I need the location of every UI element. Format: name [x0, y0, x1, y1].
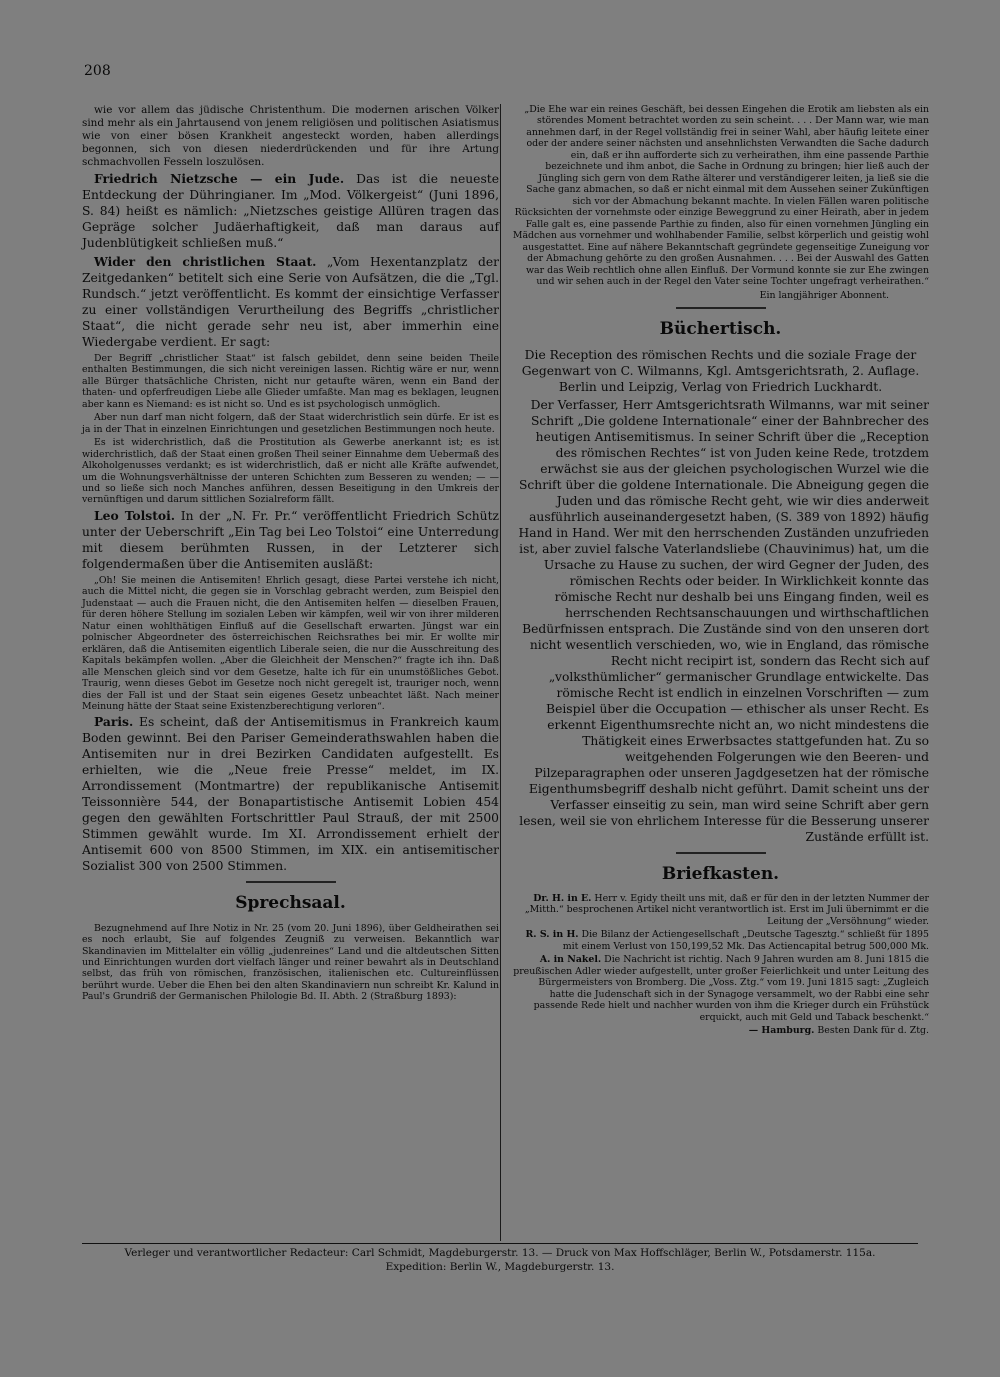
- book-review: Der Verfasser, Herr Amtsgerichtsrath Wilmanns, war mit seiner Schrift „Die goldene Internationale“ einer der Bahnbrecher des heutigen Antisemitismus. In seiner Schrift über die „Reception des römischen Rechtes“ ist von Juden keine Rede, trotzdem erwächst sie aus der gleichen psychologischen Wurzel wie die Schrift über die goldene Internationale. Die Abneigung gegen die Juden und das römische Recht geht, wie wir dies anderweit ausführlich auseinandergesetzt haben, (S. 389 von 1892) häufig Hand in Hand. Wer mit den herrschenden Zuständen unzufrieden ist, aber zuviel falsche Vaterlandsliebe (Chauvinimus) hat, um die Ursache zu Hause zu suchen, der wird Gegner der Juden, des römischen Rechts oder beider. In Wirklichkeit konnte das römische Recht nur deshalb bei uns Eingang finden, weil es herrschenden Rechtsanschauungen und wirthschaftlichen Bedürfnissen entsprach. Die Zustände sind von den unseren dort nicht wesentlich verschieden, wo, wie in England, das römische Recht nicht recipirt ist, sondern das Recht sich auf „volksthümlicher“ germanischer Grundlage entwickelte. Das römische Recht ist endlich in einzelnen Vorschriften — zum Beispiel über die Occupation — ethischer als unser Recht. Es erkennt Eigenthumsrechte nicht an, wo nicht mindestens die Thätigkeit eines Erwerbsactes stattgefunden hat. Zu so weitgehenden Folgerungen wie den Beeren- und Pilzeparagraphen oder unseren Jagdgesetzen hat der römische Eigenthumsbegriff deshalb nicht geführt. Damit scheint uns der Verfasser einseitig zu sein, man wird seine Schrift aber gern lesen, weil sie von ehrlichem Interesse für die Besserung unserer Zustände erfüllt ist.: [518, 398, 929, 844]
- brief-recipient: Dr. H. in E.: [533, 892, 592, 904]
- right-column: [512, 104, 929, 1039]
- staat-text: „Vom Hexentanzplatz der Zeitgedanken“ betitelt sich eine Serie von Aufsätzen, die die „Tgl. Rundsch.“ jetzt veröffentlicht. Es kommt der einsichtige Verfasser zu einer vollständigen Verurtheilung des Begriffs „christlicher Staat“, die nicht gerade sehr neu ist, aber immerhin eine Wiedergabe verdient. Er sagt:: [82, 254, 499, 349]
- buechertisch-title: Büchertisch.: [659, 318, 782, 339]
- section-divider: [246, 881, 336, 883]
- staat-quote-2: Aber nun darf man nicht folgern, daß der Staat widerchristlich sein dürfe. Er ist es ja in der That in einzelnen Einrichtungen und gesetzlichen Bestimmungen noch heute.: [82, 412, 499, 435]
- book-title: Die Reception des römischen Rechts und die soziale Frage der Gegenwart von C. Wilmanns, Kgl. Amtsgerichtsrath, 2. Auflage. Berlin und Leipzig, Verlag von Friedrich Luckhardt.: [521, 348, 920, 395]
- brief-entry: [512, 929, 929, 952]
- section-divider: [676, 307, 766, 309]
- brief-recipient: A. in Nakel.: [539, 954, 602, 966]
- brief-recipient: R. S. in H.: [525, 929, 579, 941]
- section-divider: [676, 852, 766, 854]
- paris-text: Es scheint, daß der Antisemitismus in Frankreich kaum Boden gewinnt. Bei den Pariser Gemeinderathswahlen haben die Antisemiten nur in drei Bezirken Candidaten aufgestellt. Es erhielten, wie die „Neue freie Presse“ meldet, im IX. Arrondissement (Montmartre) der republikanische Antisemit Teissonnière 544, der Bonapartistische Antisemit Lobien 454 gegen den gewählten Fortschrittler Paul Strauß, der mit 2500 Stimmen gewählt wurde. Im XI. Arrondissement erhielt der Antisemit 600 von 8500 Stimmen, im XIX. ein antisemitischer Sozialist 300 von 2500 Stimmen.: [82, 715, 499, 874]
- imprint-line: Verleger und verantwortlicher Redacteur: Carl Schmidt, Magdeburgerstr. 13. — Druck von Max Hoffschläger, Berlin W., Potsdamerstr. 115a.: [124, 1247, 876, 1259]
- brief-text: Die Nachricht ist richtig. Nach 9 Jahren wurden am 8. Juni 1815 die preußischen Adler wieder aufgestellt, unter großer Feierlichkeit und unter Leitung des Bürgermeisters von Bromberg. Die „Voss. Ztg.“ vom 19. Juni 1815 sagt: „Zugleich hatte die Judenschaft sich in der Synagoge versammelt, wo der Rabbi eine sehr passende Rede hielt und nachher wurden von ihm die Krieger durch ein Frühstück erquickt, auch mit Geld und Taback beschenkt.“: [513, 954, 929, 1023]
- paris-article: [82, 714, 499, 875]
- skandinavien-quote: „Die Ehe war ein reines Geschäft, bei dessen Eingehen die Erotik am liebsten als ein störendes Moment betrachtet worden zu sein scheint. . . . Der Mann war, wie man annehmen darf, in der Regel vollständig frei in seiner Wahl, aber häufig leitete einer oder der andere seiner nächsten und ansehnlichsten Verwandten die Sache dadurch ein, daß er ihn aufforderte sich zu verheirathen, ihm eine passende Parthie bezeichnete und ihm anbot, die Sache in Ordnung zu bringen; hier ließ auch der Jüngling sich gern von dem Rathe älterer und verständigerer leiten, ja ließ sie die Sache ganz abmachen, so daß er nicht einmal mit dem Aussehen seiner Zukünftigen sich vor der Abmachung bekannt machte. In vielen Fällen waren politische Rücksichten der vornehmste oder einzige Beweggrund zu einer Heirath, aber in jedem Falle galt es, eine passende Parthie zu finden, also für einen vornehmen Jüngling ein Mädchen aus vornehmer und wohlhabender Familie, selbst körperlich und geistig wohl ausgestattet. Eine auf nähere Bekanntschaft gegründete gegenseitige Zuneigung vor der Abmachung gehörte zu den großen Ausnahmen. . . . Bei der Auswahl des Gatten war das Weib rechtlich ohne allen Einfluß. Der Vormund konnte sie zur Ehe zwingen und wir sehen auch in der Regel den Vater seine Tochter ungefragt verheirathen.“: [512, 104, 929, 288]
- tolstoi-article: [82, 508, 499, 573]
- tolstoi-quote: „Oh! Sie meinen die Antisemiten! Ehrlich gesagt, diese Partei verstehe ich nicht, auch die Mittel nicht, die gegen sie in Vorschlag gebracht werden, zum Beispiel den Judenstaat — auch die Frauen nicht, die den Antisemiten helfen — dieselben Frauen, für deren höhere Stellung im sozialen Leben wir kämpfen, weil wir von ihrer milderen Natur einen wohlthätigen Einfluß auf die Gesellschaft erwarten. Jüngst war ein polnischer Abgeordneter des österreichischen Reichsrathes bei mir. Er wollte mir erklären, daß die Antisemiten eigentlich Liberale seien, die nur die Ausschreitung des Kapitals bekämpfen wollen. „Aber die Gleichheit der Menschen?“ fragte ich ihn. Daß alle Menschen gleich sind vor dem Gesetze, halte ich für ein unumstößliches Gebot. Traurig, wenn dieses Gebot im Gesetze noch nicht geregelt ist, trauriger noch, wenn dies der Fall ist und der Staat sein eigenes Gesetz unbeachtet läßt. Nach meiner Meinung hätte der Staat seine Existenzberechtigung verloren“.: [82, 574, 499, 713]
- briefkasten-title: Briefkasten.: [661, 863, 780, 884]
- nietzsche-heading: Friedrich Nietzsche — ein Jude.: [94, 171, 345, 186]
- brief-entry: [512, 1025, 929, 1036]
- brief-text: Die Bilanz der Actiengesellschaft „Deutsche Tagesztg.“ schließt für 1895 mit einem Verlust von 150,199,52 Mk. Das Actiencapital betrug 500,000 Mk.: [562, 929, 929, 952]
- nietzsche-text: Das ist die neueste Entdeckung der Dühringianer. Im „Mod. Völkergeist“ (Juni 1896, S. 84) heißt es nämlich: „Nietzsches geistige Allüren tragen das Gepräge solcher Judäerhaftigkeit, daß man daraus auf Judenblütigkeit schließen muß.“: [82, 172, 499, 250]
- staat-article: [82, 254, 499, 351]
- intro-paragraph: wie vor allem das jüdische Christenthum. Die modernen arischen Völker sind mehr als ein Jahrtausend von jenem religiösen und politischen Asiatismus wie von einer bösen Krankheit angesteckt worden, haben allerdings begonnen, sich von diesen niederdrückenden und für ihre Artung schmachvollen Fesseln loszulösen.: [82, 104, 499, 168]
- left-column: [82, 104, 499, 1005]
- tolstoi-text: In der „N. Fr. Pr.“ veröffentlicht Friedrich Schütz unter der Ueberschrift „Ein Tag bei Leo Tolstoi“ eine Unterredung mit diesem berühmten Russen, in der Letzterer sich folgendermaßen über die Antisemiten ausläßt:: [82, 508, 499, 571]
- staat-quote-3: Es ist widerchristlich, daß die Prostitution als Gewerbe anerkannt ist; es ist widerchristlich, daß der Staat einen großen Theil seiner Einnahme dem Uebermaß des Alkoholgenusses verdankt; es ist widerchristlich, daß er nicht alle Kräfte aufwendet, um die Wohnungsverhältnisse der unteren Schichten zum Besseren zu wenden; — — und so ließe sich noch Manches anführen, dessen Beseitigung in den Umkreis der vernünftigen und darum sittlichen Sozialreform fällt.: [82, 437, 499, 506]
- brief-recipient: — Hamburg.: [748, 1025, 815, 1037]
- expedition-line: Expedition: Berlin W., Magdeburgerstr. 13.: [385, 1261, 615, 1274]
- nietzsche-article: [82, 171, 499, 252]
- page-number: 208: [84, 63, 111, 79]
- imprint-footer: [82, 1243, 918, 1274]
- staat-quote-1: Der Begriff „christlicher Staat“ ist falsch gebildet, denn seine beiden Theile enthalten Bestimmungen, die sich nicht vereinigen lassen. Richtig wäre er nur, wenn alle Bürger thatsächliche Christen, nicht nur getaufte wären, wenn ein Band der thaten- und opferfreudigen Liebe alle Glieder umfaßte. Man mag es beklagen, leugnen aber kann es Niemand: es ist nicht so. Und es ist psychologisch unmöglich.: [82, 352, 499, 410]
- signature: Ein langjähriger Abonnent.: [759, 289, 889, 301]
- brief-entry: [512, 954, 929, 1023]
- brief-text: Besten Dank für d. Ztg.: [817, 1025, 929, 1037]
- paris-heading: Paris.: [94, 714, 134, 730]
- sprechsaal-title: Sprechsaal.: [235, 893, 346, 914]
- staat-heading: Wider den christlichen Staat.: [94, 253, 317, 269]
- brief-text: Herr v. Egidy theilt uns mit, daß er für den in der letzten Nummer der „Mitth.“ besprochenen Artikel nicht verantwortlich ist. Erst im Juli übernimmt er die Leitung der „Versöhnung“ wieder.: [524, 892, 929, 927]
- sprechsaal-text: Bezugnehmend auf Ihre Notiz in Nr. 25 (vom 20. Juni 1896), über Geldheirathen sei es noch erlaubt, Sie auf folgendes Zeugniß zu verweisen. Bekanntlich war Skandinavien im Mittelalter ein völlig „judenreines“ Land und die altdeutschen Sitten und Einrichtungen wurden dort vielfach länger und reiner bewahrt als in Deutschland selbst, das früh von römischen, französischen, italienischen etc. Cultureinflüssen berührt wurde. Ueber die Ehen bei den alten Skandinaviern nun schreibt Kr. Kalund in Paul's Grundriß der Germanischen Philologie Bd. II. Abth. 2 (Straßburg 1893):: [82, 922, 499, 1003]
- column-rule: [500, 104, 501, 1241]
- tolstoi-heading: Leo Tolstoi.: [94, 507, 176, 523]
- brief-entry: [512, 893, 929, 927]
